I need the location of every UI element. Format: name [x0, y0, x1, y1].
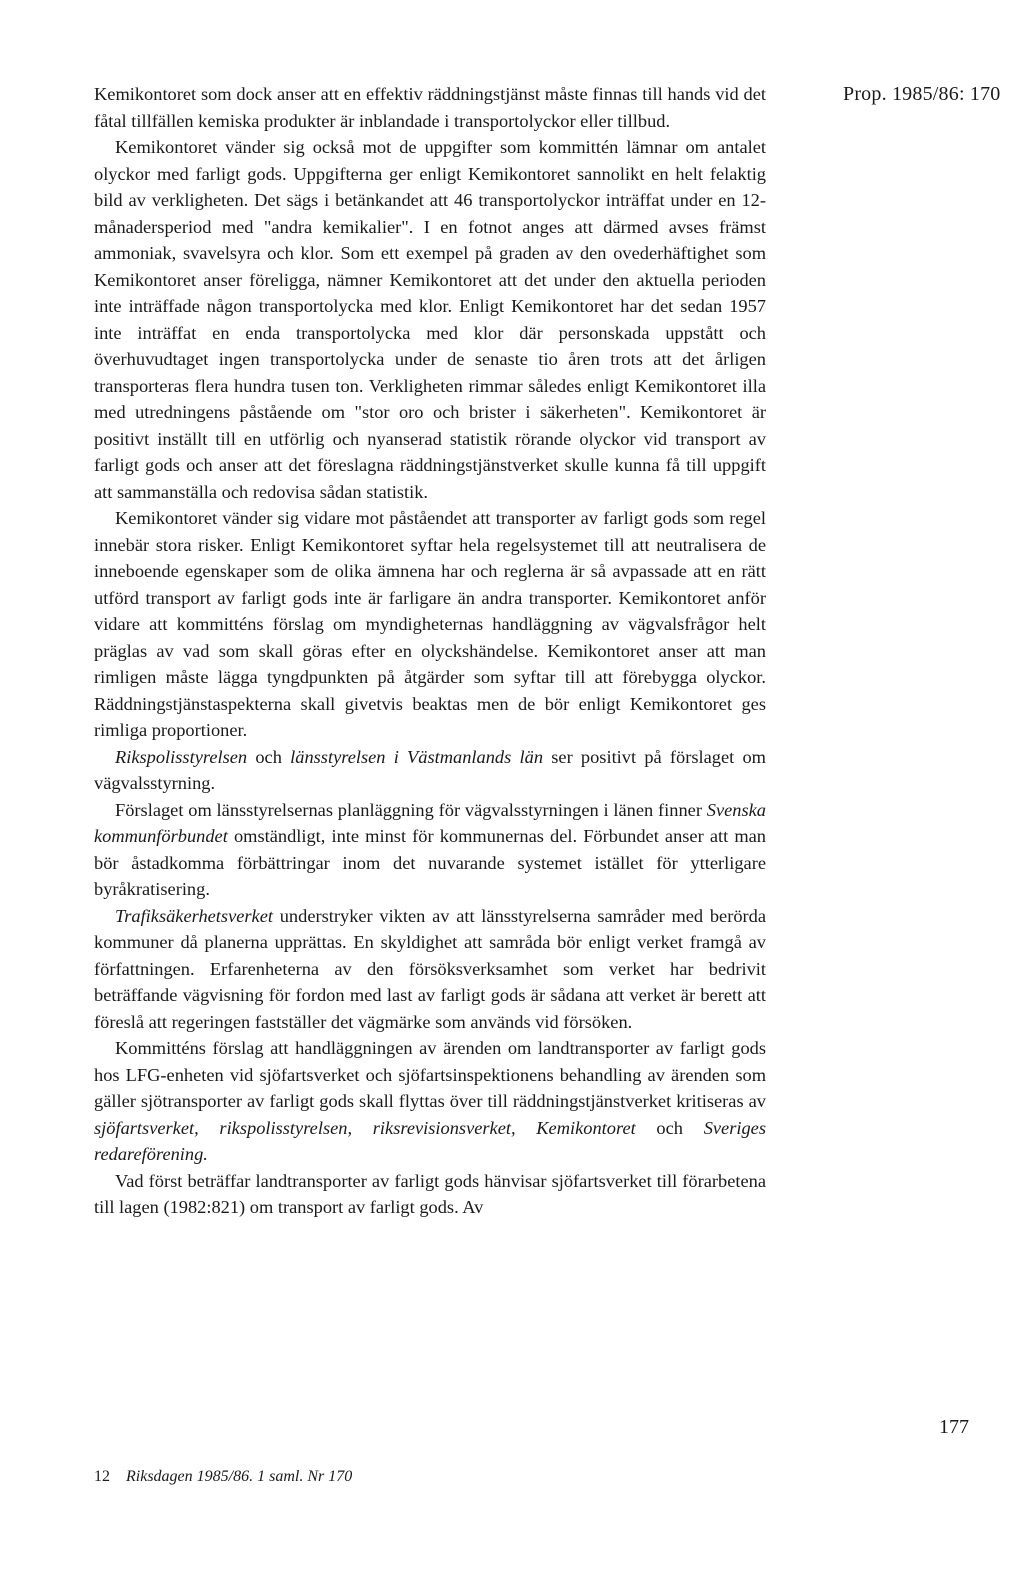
paragraph-text: Kemikontoret vänder sig vidare mot påståendet att transporter av farligt gods som regel innebär stora risker. Enligt Kemikontoret syftar hela regelsystemet till att neutralisera de inneboende egenskaper som de olika ämnena har och reglerna är så avpassade att en rätt utförd transport av farligt gods inte är farligare än andra transporter. Kemikontoret anför vidare att kommitténs förslag om myndigheternas handläggning av vägvalsfrågor helt präglas av vad som skall göras efter en olyckshändelse. Kemikontoret anser att man rimligen måste lägga tyngdpunkten på åtgärder som syftar till att förebygga olyckor. Räddningstjänstaspekterna skall givetvis beaktas men de bör enligt Kemikontoret ges rimliga proportioner. — [94, 508, 766, 740]
paragraph-text: och — [247, 746, 291, 767]
paragraph — [94, 1035, 766, 1168]
paragraph — [94, 744, 766, 797]
proposition-reference: Prop. 1985/86: 170 — [843, 83, 1001, 105]
italic-text: sjöfartsverket, rikspolisstyrelsen, riksrevisionsverket, Kemikontoret — [94, 1117, 636, 1138]
paragraph-text: ser positivt på förslaget om vägvalsstyrning. — [94, 746, 766, 793]
paragraph-text: Vad först beträffar landtransporter av farligt gods hänvisar sjöfartsverket till förarbetena till lagen (1982:821) om transport av farligt gods. Av — [94, 1170, 766, 1217]
paragraph-text: Kemikontoret som dock anser att en effektiv räddningstjänst måste finnas till hands vid det fåtal tillfällen kemiska produkter är inblandade i transportolyckor eller tillbud. — [94, 84, 766, 131]
body-text — [94, 81, 766, 1221]
paragraph — [94, 81, 766, 134]
paragraph-text: och — [635, 1117, 704, 1138]
italic-text: Trafiksäkerhetsverket — [115, 905, 273, 926]
paragraph — [94, 134, 766, 505]
paragraph — [94, 1168, 766, 1221]
page-footer — [94, 1466, 352, 1488]
italic-text: länsstyrelsen i Västmanlands län — [290, 746, 544, 767]
paragraph-text: understryker vikten av att länsstyrelserna samråder med berörda kommuner då planerna upprättas. En skyldighet att samråda bör enligt verket framgå av författningen. Erfarenheterna av den försöksverksamhet som verket har bedrivit beträffande vägvisning för fordon med last av farligt gods är sådana att verket är berett att föreslå att regeringen fastställer det vägmärke som används vid försöken. — [94, 905, 766, 1032]
italic-text: Rikspolisstyrelsen — [115, 746, 248, 767]
paragraph — [94, 505, 766, 744]
paragraph — [94, 903, 766, 1036]
paragraph-text: Kommitténs förslag att handläggningen av ärenden om landtransporter av farligt gods hos LFG-enheten vid sjöfartsverket och sjöfartsinspektionens behandling av ärenden som gäller sjötransporter av farligt gods skall flyttas över till räddningstjänstverket kritiseras av — [94, 1038, 766, 1111]
paragraph-text: Kemikontoret vänder sig också mot de uppgifter som kommittén lämnar om antalet olyckor med farligt gods. Uppgifterna ger enligt Kemikontoret sannolikt en helt felaktig bild av verkligheten. Det sägs i betänkandet att 46 transportolyckor inträffat under en 12-månadersperiod med "andra kemikalier". I en fotnot anges att därmed avses främst ammoniak, svavelsyra och klor. Som ett exempel på graden av den ovederhäftighet som Kemikontoret anser föreligga, nämner Kemikontoret att det under den aktuella perioden inte inträffade någon transportolycka med klor. Enligt Kemikontoret har det sedan 1957 inte inträffat en enda transportolycka med klor där personskada uppstått och överhuvudtaget ingen transportolycka under de senaste tio åren trots att det årligen transporteras flera hundra tusen ton. Verkligheten rimmar således enligt Kemikontoret illa med utredningens påstående om "stor oro och brister i säkerheten". Kemikontoret är positivt inställt till en utförlig och nyanserad statistik rörande olyckor vid transport av farligt gods och anser att det föreslagna räddningstjänstverket skulle kunna få till uppgift att sammanställa och redovisa sådan statistik. — [94, 137, 766, 502]
footer-source: Riksdagen 1985/86. 1 saml. Nr 170 — [126, 1468, 353, 1485]
paragraph-text: omständligt, inte minst för kommunernas del. Förbundet anser att man bör åstadkomma förbättringar inom det nuvarande systemet istället för ytterligare byråkratisering. — [94, 826, 766, 899]
paragraph-text: Förslaget om länsstyrelsernas planläggning för vägvalsstyrningen i länen finner — [115, 799, 707, 820]
page-number: 177 — [939, 1416, 969, 1438]
paragraph — [94, 797, 766, 903]
italic-text: Svenska kommunförbundet — [94, 799, 766, 846]
italic-text: Sveriges redareförening. — [94, 1117, 766, 1164]
footer-signature-mark: 12 — [94, 1468, 110, 1485]
